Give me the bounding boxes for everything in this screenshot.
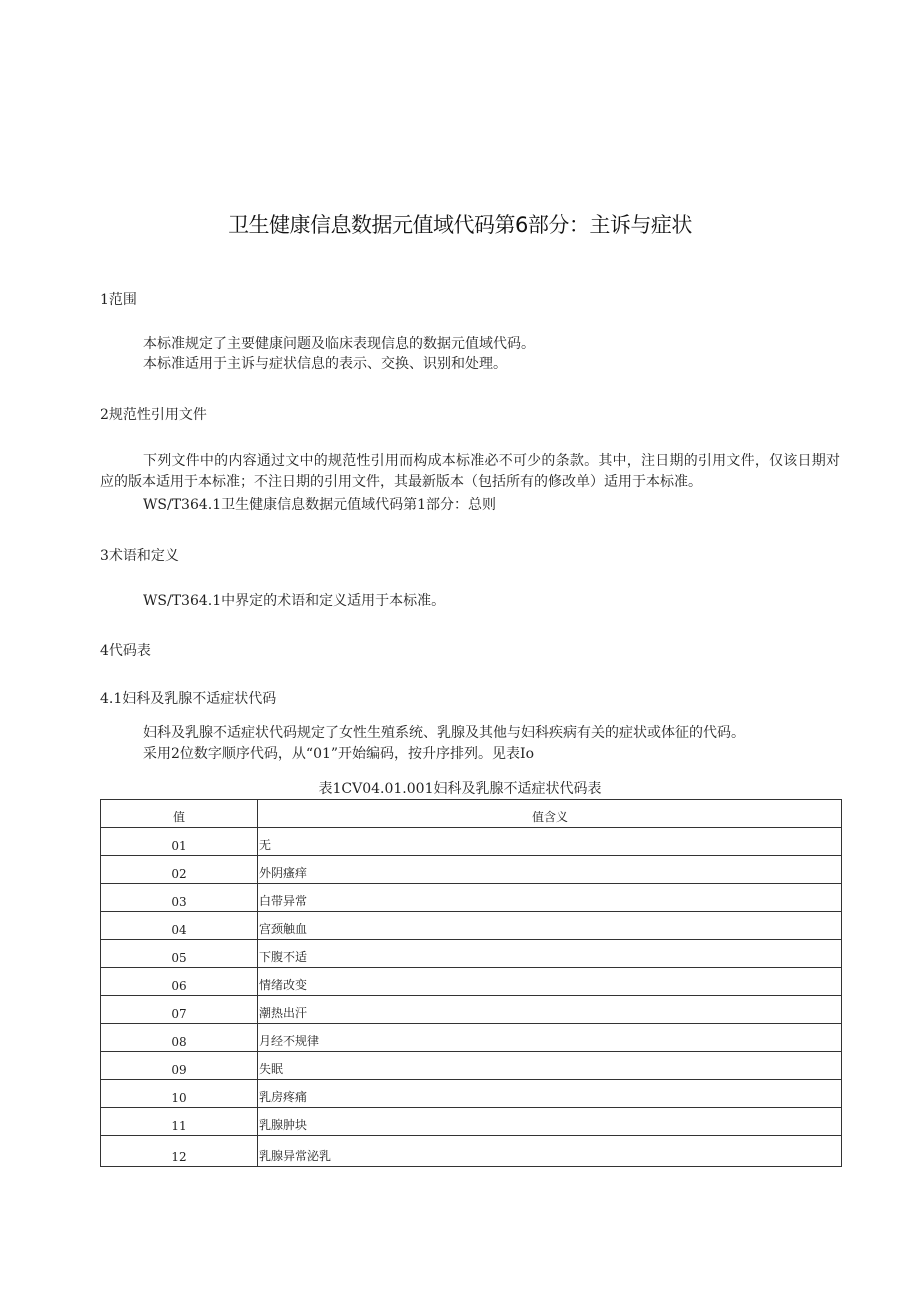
header-meaning: 值含义 [258, 800, 842, 828]
table-caption: 表1CV04.01.001妇科及乳腺不适症状代码表 [318, 781, 602, 797]
row-meaning: 白带异常 [258, 884, 842, 912]
table-row [101, 1136, 842, 1167]
table-row [101, 1024, 842, 1052]
row-code: 03 [101, 884, 258, 912]
row-meaning: 外阴瘙痒 [258, 856, 842, 884]
section-3-heading: 3术语和定义 [100, 548, 179, 564]
section-4-1-heading: 4.1妇科及乳腺不适症状代码 [100, 691, 277, 707]
row-meaning: 乳房疼痛 [258, 1080, 842, 1108]
row-code: 02 [101, 856, 258, 884]
row-code: 01 [101, 828, 258, 856]
row-code: 12 [101, 1136, 258, 1167]
row-meaning: 情绪改变 [258, 968, 842, 996]
section-1-line-2: 本标准适用于主诉与症状信息的表示、交换、识别和处理。 [143, 356, 507, 372]
section-1-line-1: 本标准规定了主要健康问题及临床表现信息的数据元值域代码。 [143, 336, 535, 352]
table-row [101, 1080, 842, 1108]
table-row [101, 856, 842, 884]
row-meaning: 乳腺肿块 [258, 1108, 842, 1136]
row-meaning: 宫颈触血 [258, 912, 842, 940]
section-4-1-line-2: 采用2位数字顺序代码，从“01”开始编码，按升序排列。见表Io [143, 746, 534, 762]
table-row [101, 1108, 842, 1136]
row-code: 10 [101, 1080, 258, 1108]
section-2-heading: 2规范性引用文件 [100, 407, 207, 423]
section-1-heading: 1范围 [100, 292, 137, 308]
section-3-line: WS/T364.1中界定的术语和定义适用于本标准。 [143, 593, 446, 609]
row-meaning: 无 [258, 828, 842, 856]
table-row [101, 996, 842, 1024]
row-meaning: 月经不规律 [258, 1024, 842, 1052]
table-row [101, 968, 842, 996]
header-value: 值 [101, 800, 258, 828]
table-row [101, 1052, 842, 1080]
code-table [100, 799, 842, 1167]
table-row [101, 940, 842, 968]
section-4-1-line-1: 妇科及乳腺不适症状代码规定了女性生殖系统、乳腺及其他与妇科疾病有关的症状或体征的代码。 [143, 725, 745, 741]
row-meaning: 失眠 [258, 1052, 842, 1080]
row-code: 05 [101, 940, 258, 968]
row-code: 11 [101, 1108, 258, 1136]
row-meaning: 下腹不适 [258, 940, 842, 968]
row-meaning: 乳腺异常泌乳 [258, 1136, 842, 1167]
table-row [101, 828, 842, 856]
row-code: 07 [101, 996, 258, 1024]
section-4-heading: 4代码表 [100, 643, 151, 659]
section-2-paragraph: 下列文件中的内容通过文中的规范性引用而构成本标准必不可少的条款。其中，注日期的引用文件，仅该日期对应的版本适用于本标准；不注日期的引用文件，其最新版本（包括所有的修改单）适用于本标准。 [100, 453, 840, 490]
table-header-row [101, 800, 842, 828]
document-title: 卫生健康信息数据元值域代码第6部分：主诉与症状 [228, 213, 692, 237]
section-2-reference: WS/T364.1卫生健康信息数据元值域代码第1部分：总则 [143, 497, 497, 513]
table-row [101, 884, 842, 912]
row-code: 09 [101, 1052, 258, 1080]
row-code: 08 [101, 1024, 258, 1052]
table-row [101, 912, 842, 940]
row-code: 06 [101, 968, 258, 996]
row-code: 04 [101, 912, 258, 940]
row-meaning: 潮热出汗 [258, 996, 842, 1024]
